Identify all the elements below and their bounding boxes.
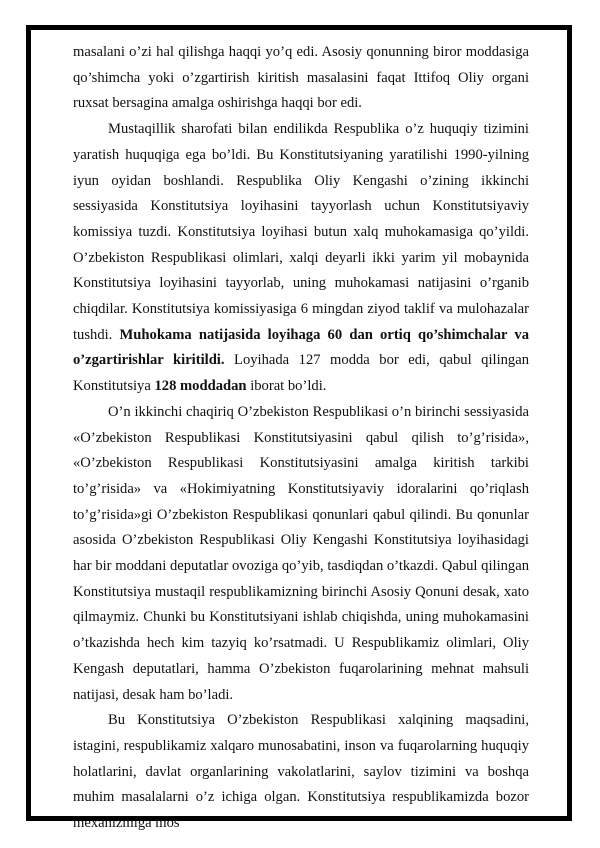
- paragraph-2-text: Mustaqillik sharofati bilan endilikda Respublika o’z huquqiy tizimini yaratish huquqiga ega bo’ldi. Bu Konstitutsiyaning yaratilishi 1990-yilning iyun oyidan boshlandi. Respublika Oliy Kengashi o’zining ikkinchi sessiyasida Konstitutsiya loyihasini tayyorlash uchun Konstitutsiyaviy komissiya tuzdi. Konstitutsiya loyihasi butun xalq muhokamasiga qo’yildi. O’zbekiston Respublikasi olimlari, xalqi deyarli ikki yarim yil mobaynida Konstitutsiya loyihasini tayyorlab, uning muhokamasi natijasini o’rganib chiqdilar. Konstitutsiya komissiyasiga 6 mingdan ziyod taklif va mulohazalar tushdi.: [73, 121, 529, 343]
- paragraph-4: [73, 708, 529, 837]
- paragraph-3-text: O’n ikkinchi chaqiriq O’zbekiston Respublikasi o’n birinchi sessiyasida «O’zbekiston Respublikasi Konstitutsiyasini qabul qilish to’g’risida», «O’zbekiston Respublikasi Konstitutsiyasini amalga kiritish tarkibi to’g’risida» va «Hokimiyatning Konstitutsiyaviy idoralarini qo’riqlash to’g’risida»gi O’zbekiston Respublikasi qonunlari qabul qilindi. Bu qonunlar asosida O’zbekiston Respublikasi Oliy Kengashi Konstitutsiya loyihasidagi har bir moddani deputatlar ovoziga qo’yib, tasdiqdan o’tkazdi. Qabul qilingan Konstitutsiya mustaqil respublikamizning birinchi Asosiy Qonuni desak, xato qilmaymiz. Chunki bu Konstitutsiyani ishlab chiqishda, uning muhokamasini o’tkazishda hech kim tazyiq ko’rsatmadi. U Respublikamiz olimlari, Oliy Kengash deputatlari, hamma O’zbekiston fuqarolarining mehnat mahsuli natijasi, desak ham bo’ladi.: [73, 403, 529, 703]
- page-border: [26, 25, 572, 832]
- paragraph-1: [73, 40, 529, 117]
- paragraph-2-text-cont: Loyihada 127 modda bor edi, qabul qilingan Konstitutsiya: [73, 352, 529, 395]
- bold-phrase-articles: 128 moddadan: [154, 378, 247, 395]
- paragraph-3: [73, 400, 529, 708]
- paragraph-4-text: Bu Konstitutsiya O’zbekiston Respublikasi xalqining maqsadini, istagini, respublikamiz xalqaro munosabatini, inson va fuqarolarning huquqiy holatlarini, davlat organlarining vakolatlarini, saylov tizimini va boshqa muhim masalalarni o’z ichiga olgan. Konstitutsiya respublikamizda bozor mexanizmiga mos: [73, 712, 529, 832]
- paragraph-1-text: masalani o’zi hal qilishga haqqi yo’q edi. Asosiy qonunning biror moddasiga qo’shimcha yoki o’zgartirish kiritish masalasini faqat Ittifoq Oliy organi ruxsat bersagina amalga oshirishga haqqi bor edi.: [73, 44, 529, 112]
- paragraph-2: [73, 117, 529, 400]
- bold-phrase-amendments: Muhokama natijasida loyihaga 60 dan ortiq qo’shimchalar va o’zgartirishlar kiritildi.: [73, 326, 529, 369]
- paragraph-2-text-end: iborat bo’ldi.: [246, 378, 327, 395]
- document-body: [73, 40, 529, 837]
